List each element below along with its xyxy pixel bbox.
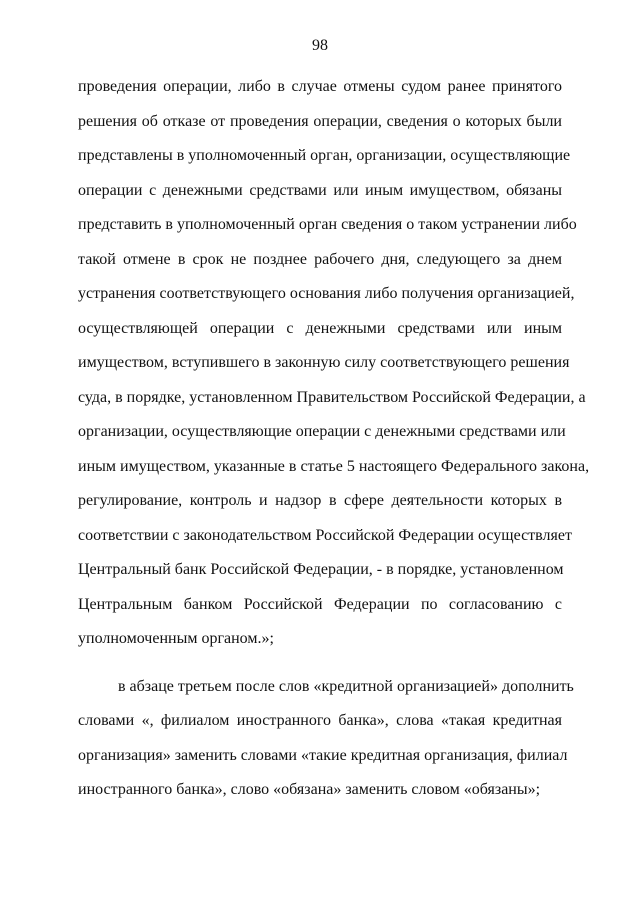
text-line: суда, в порядке, установленном Правительством Российской Федерации, а — [78, 388, 586, 406]
text-line: иным имуществом, указанные в статье 5 настоящего Федерального закона, — [78, 457, 590, 475]
text-line: устранения соответствующего основания либо получения организацией, — [78, 285, 575, 302]
text-line: представить в уполномоченный орган сведения о таком устранении либо — [78, 216, 577, 233]
page-number: 98 — [312, 37, 328, 54]
text-line: организация» заменить словами «такие кредитная организация, филиал — [78, 746, 568, 764]
text-line: соответствии с законодательством Российской Федерации осуществляет — [78, 526, 572, 544]
document-body — [78, 70, 590, 808]
text-line: регулирование, контроль и надзор в сфере деятельности которых в — [78, 492, 562, 509]
paragraph-spacer — [78, 657, 562, 670]
text-line: осуществляющей операции с денежными средствами или иным — [78, 319, 562, 337]
text-line: организации, осуществляющие операции с денежными средствами или — [78, 423, 566, 440]
text-line: Центральным банком Российской Федерации по согласованию с — [78, 595, 562, 613]
text-line: иностранного банка», слово «обязана» заменить словом «обязаны»; — [78, 781, 541, 798]
text-line: в абзаце третьем после слов «кредитной организацией» дополнить — [118, 677, 574, 695]
text-line: словами «, филиалом иностранного банка», слова «такая кредитная — [78, 712, 562, 729]
text-line: Центральный банк Российской Федерации, - в порядке, установленном — [78, 561, 564, 578]
paragraph-2 — [78, 670, 574, 808]
text-line: операции с денежными средствами или иным имуществом, обязаны — [78, 181, 562, 199]
text-line: представлены в уполномоченный орган, организации, осуществляющие — [78, 147, 571, 164]
text-line: проведения операции, либо в случае отмены судом ранее принятого — [78, 78, 562, 95]
paragraph-1 — [78, 70, 590, 657]
text-line: имуществом, вступившего в законную силу соответствующего решения — [78, 354, 570, 371]
text-line: такой отмене в срок не позднее рабочего дня, следующего за днем — [78, 250, 562, 268]
text-line: решения об отказе от проведения операции, сведения о которых были — [78, 112, 562, 130]
text-line: уполномоченным органом.»; — [78, 630, 274, 647]
